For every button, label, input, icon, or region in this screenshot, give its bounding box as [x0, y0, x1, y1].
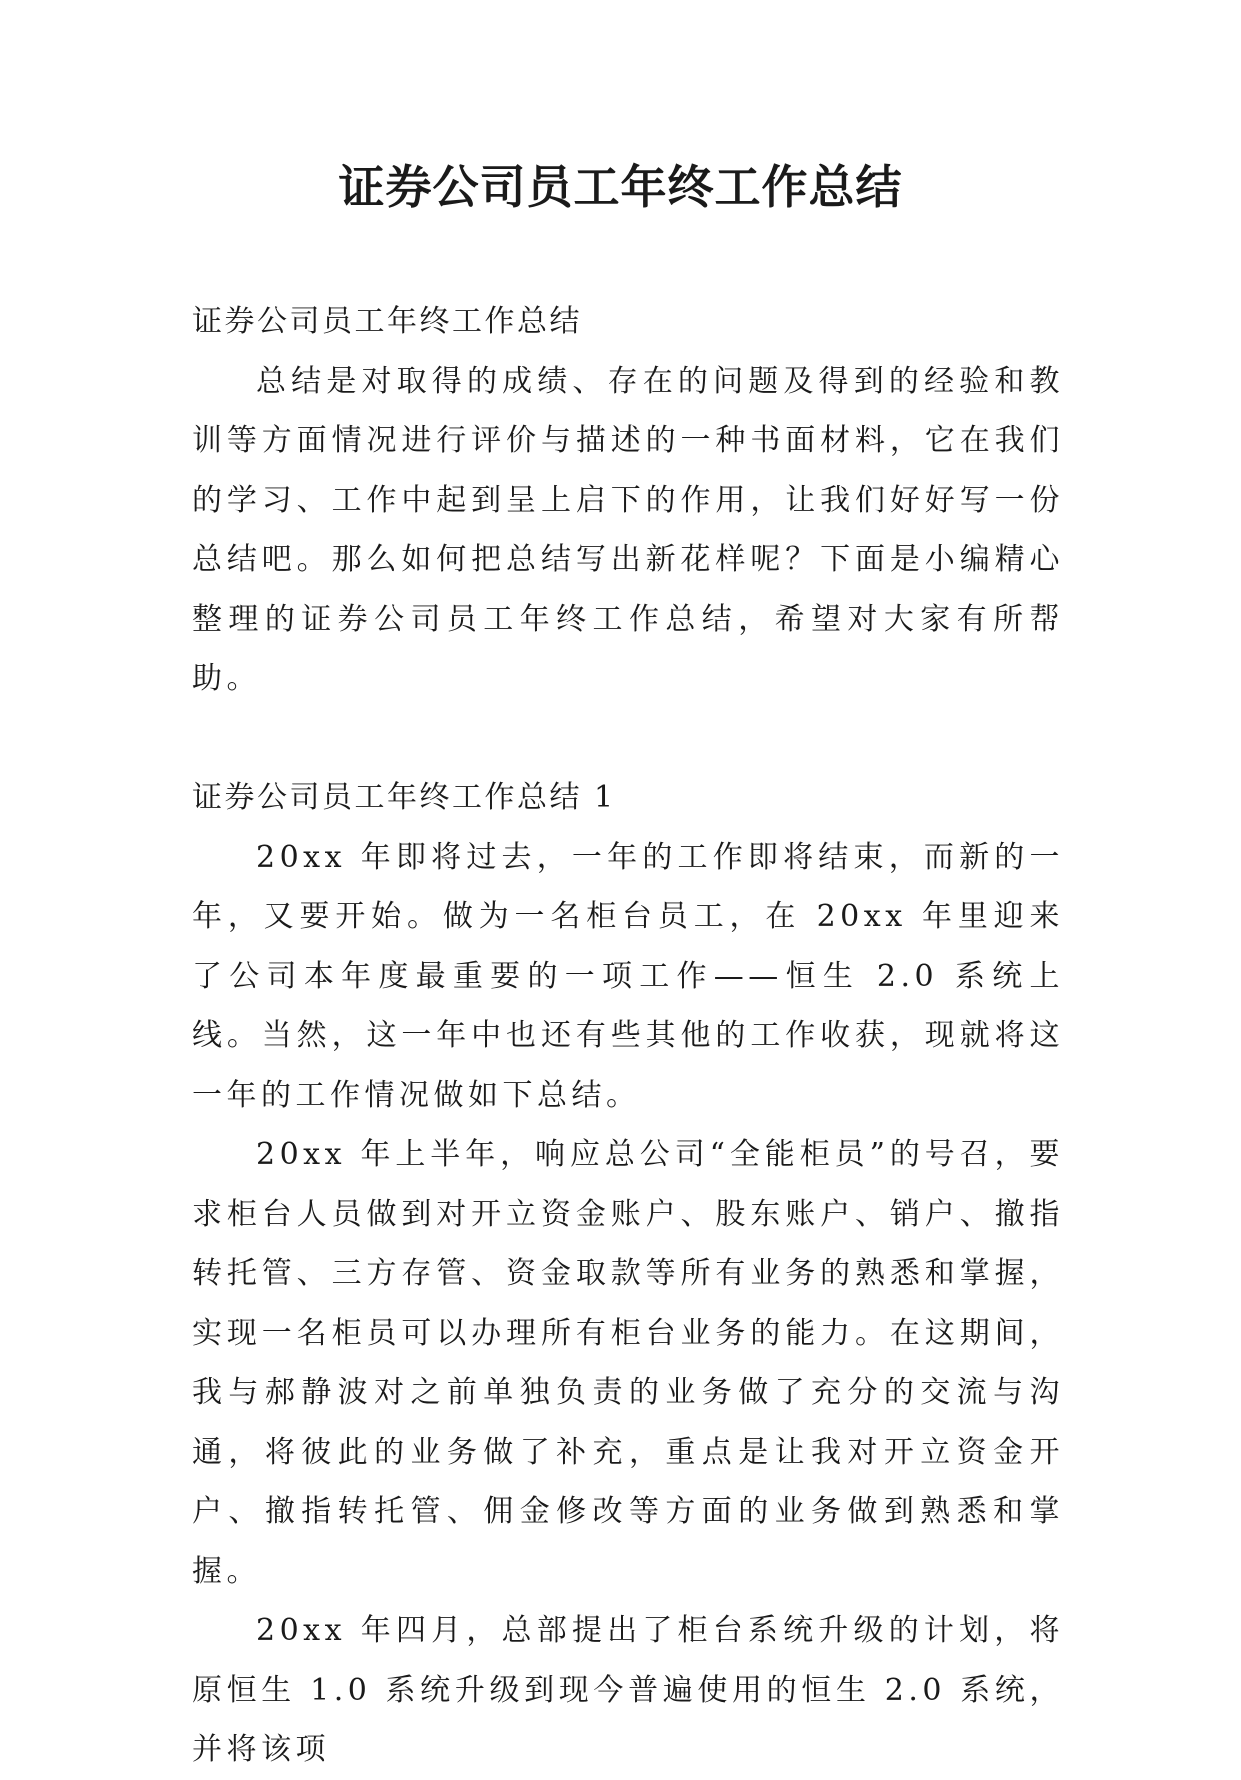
section-heading-1: 证券公司员工年终工作总结 1: [192, 780, 616, 815]
intro-paragraph: 总结是对取得的成绩、存在的问题及得到的经验和教训等方面情况进行评价与描述的一种书面材料，它在我们的学习、工作中起到呈上启下的作用，让我们好好写一份总结吧。那么如何把总结写出新花样呢？下面是小编精心整理的证券公司员工年终工作总结，希望对大家有所帮助。: [192, 363, 1064, 696]
body-paragraph-3: 20xx 年四月，总部提出了柜台系统升级的计划，将原恒生 1.0 系统升级到现今普遍使用的恒生 2.0 系统，并将该项: [192, 1613, 1064, 1767]
document-subtitle: 证券公司员工年终工作总结: [192, 304, 582, 339]
document-title: 证券公司员工年终工作总结: [338, 160, 903, 214]
document-body: [192, 292, 1064, 1780]
body-paragraph-2: 20xx 年上半年，响应总公司“全能柜员”的号召，要求柜台人员做到对开立资金账户、股东账户、销户、撤指转托管、三方存管、资金取款等所有业务的熟悉和掌握，实现一名柜员可以办理所有柜台业务的能力。在这期间，我与郝静波对之前单独负责的业务做了充分的交流与沟通，将彼此的业务做了补充，重点是让我对开立资金开户、撤指转托管、佣金修改等方面的业务做到熟悉和掌握。: [192, 1137, 1064, 1589]
section-spacer: [192, 709, 1064, 769]
body-paragraph-1: 20xx 年即将过去，一年的工作即将结束，而新的一年，又要开始。做为一名柜台员工，在 20xx 年里迎来了公司本年度最重要的一项工作——恒生 2.0 系统上线。当然，这一年中也还有些其他的工作收获，现就将这一年的工作情况做如下总结。: [192, 839, 1064, 1113]
